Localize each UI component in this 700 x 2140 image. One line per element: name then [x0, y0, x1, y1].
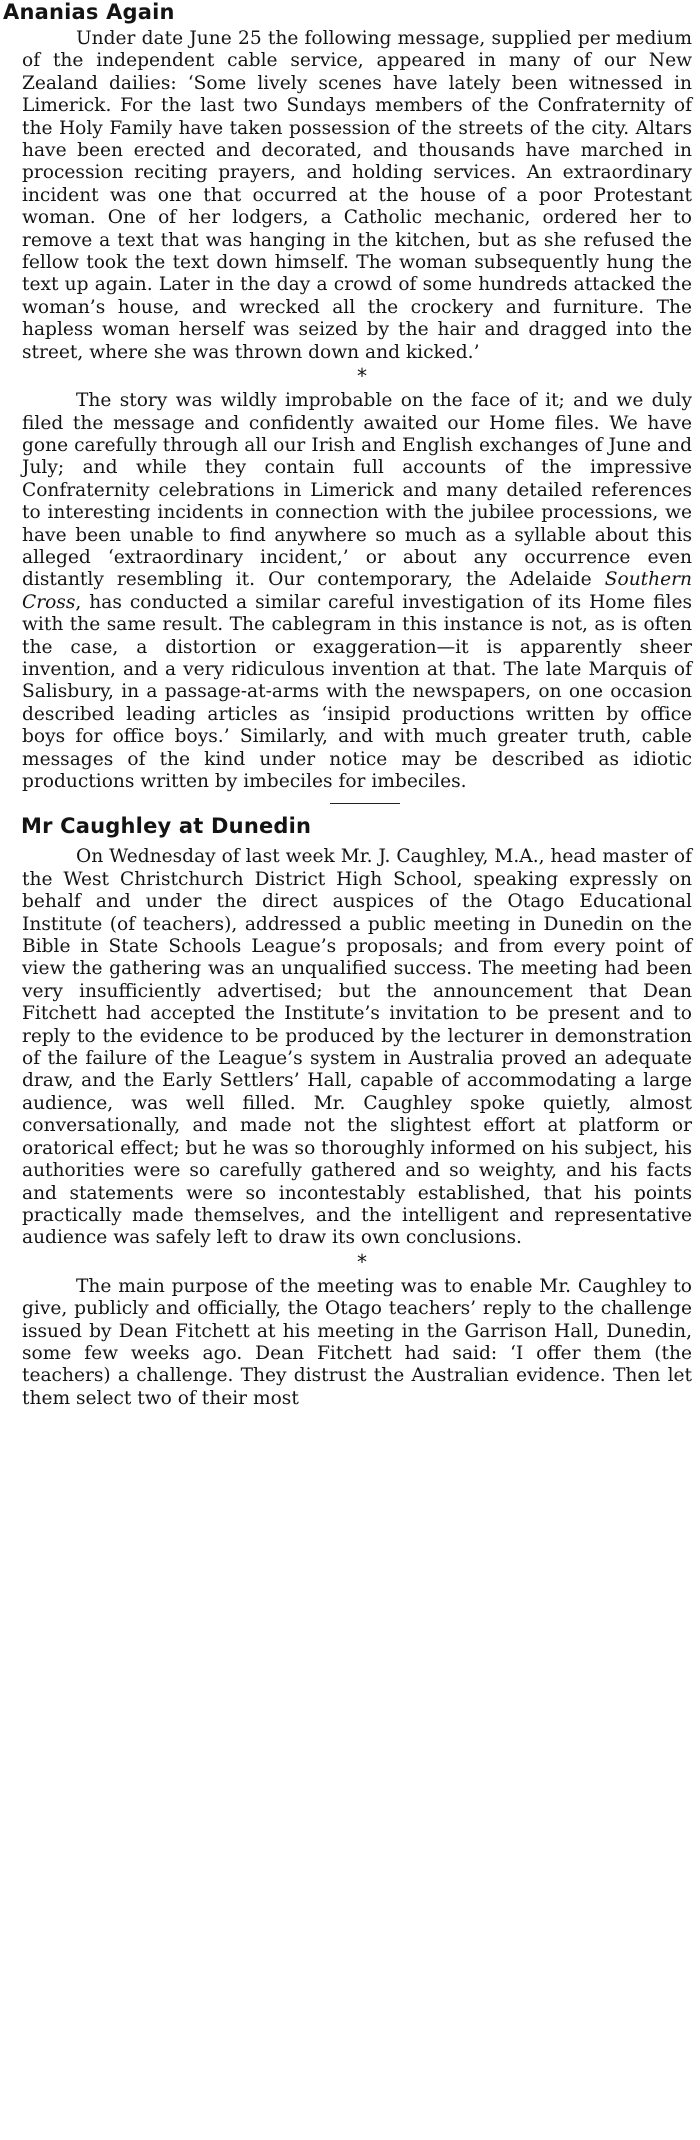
- article1-paragraph-1: Under date June 25 the following message, supplied per medium of the independent cable service, appeared in many of our New Zealand dailies: ‘Some lively scenes have lately been witnessed in Limerick. For the last two Sundays members of the Confraternity of the Holy Family have taken possession of the streets of the city. Altars have been erected and decorated, and thousands have marched in procession reciting prayers, and holding services. An extraordinary incident was one that occurred at the house of a poor Protestant woman. One of her lodgers, a Catholic mechanic, ordered her to remove a text that was hanging in the kitchen, but as she refused the fellow took the text down himself. The woman subsequently hung the text up again. Later in the day a crowd of some hundreds attacked the woman’s house, and wrecked all the crockery and furniture. The hapless woman herself was seized by the hair and dragged into the street, where she was thrown down and kicked.’: [22, 28, 692, 363]
- article2-paragraph-1: On Wednesday of last week Mr. J. Caughley, M.A., head master of the West Christchurch District High School, speaking expressly on behalf and under the direct auspices of the Otago Educational Institute (of teachers), addressed a public meeting in Dunedin on the Bible in State Schools League’s proposals; and from every point of view the gathering was an unqualified success. The meeting had been very insufficiently advertised; but the announcement that Dean Fitchett had accepted the Institute’s invitation to be present and to reply to the evidence to be produced by the lecturer in demonstration of the failure of the League’s system in Australia proved an adequate draw, and the Early Settlers’ Hall, capable of accommodating a large audience, was well filled. Mr. Caughley spoke quietly, almost conversationally, and made not the slightest effort at platform or oratorical effect; but he was so thoroughly informed on his subject, his authorities were so carefully gathered and so weighty, and his facts and statements were so incontestably established, that his points practically made themselves, and the intelligent and representative audience was safely left to draw its own conclusions.: [22, 846, 692, 1249]
- article1-paragraph-2: [22, 390, 692, 793]
- article-heading-mr-caughley-at-dunedin: Mr Caughley at Dunedin: [21, 814, 312, 839]
- section-separator-asterisk: *: [357, 364, 367, 389]
- article2-paragraph-2: The main purpose of the meeting was to enable Mr. Caughley to give, publicly and officially, the Otago teachers’ reply to the challenge issued by Dean Fitchett at his meeting in the Garrison Hall, Dunedin, some few weeks ago. Dean Fitchett had said: ‘I offer them (the teachers) a challenge. They distrust the Australian evidence. Then let them select two of their most: [22, 1275, 692, 1409]
- article-heading-ananias-again: Ananias Again: [3, 0, 175, 24]
- article-divider-rule: [330, 803, 400, 804]
- article1-paragraph-2-text-b: , has conducted a similar careful investigation of its Home files with the same result. The cablegram in this instance is not, as is often the case, a distortion or exaggeration—it is apparently sheer invention, and a very ridiculous invention at that. The late Marquis of Salisbury, in a passage-at-arms with the newspapers, on one occasion described leading articles as ‘insipid productions written by office boys for office boys.’ Similarly, and with much greater truth, cable messages of the kind under notice may be described as idiotic productions written by imbeciles for imbeciles.: [22, 591, 692, 792]
- newspaper-name-southern-cross: Southern Cross: [22, 569, 692, 613]
- article1-paragraph-2-text-a: The story was wildly improbable on the face of it; and we duly filed the message and confidently awaited our Home files. We have gone carefully through all our Irish and English exchanges of June and July; and while they contain full accounts of the impressive Confraternity celebrations in Limerick and many detailed references to interesting incidents in connection with the jubilee processions, we have been unable to find anywhere so much as a syllable about this alleged ‘extraordinary incident,’ or about any occurrence even distantly resembling it. Our contemporary, the Adelaide: [22, 390, 692, 591]
- section-separator-asterisk-2: *: [357, 1249, 367, 1274]
